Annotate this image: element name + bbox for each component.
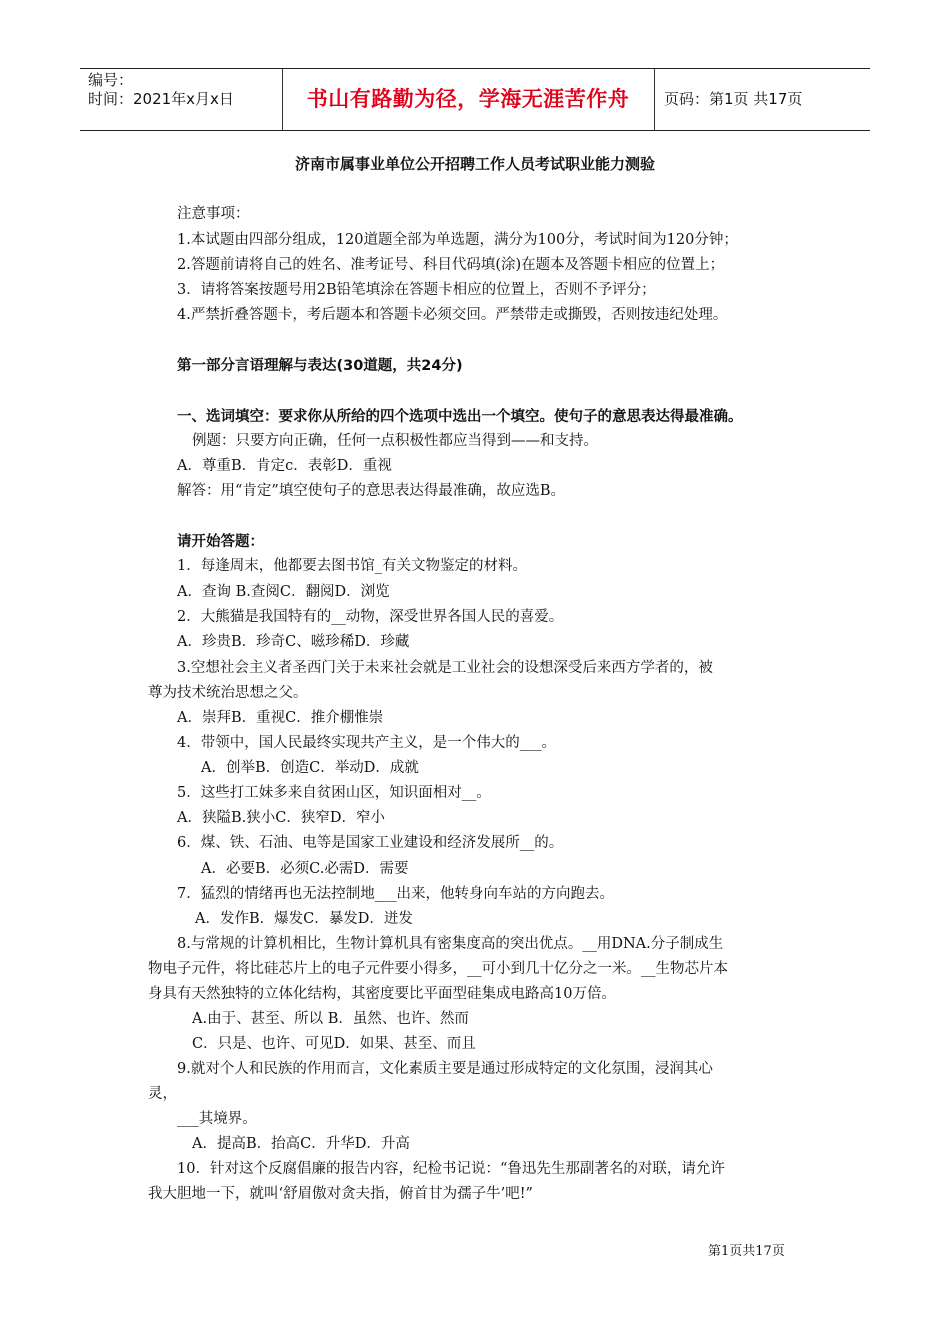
header-page-label: 页码：第1页 共17页 — [664, 90, 803, 108]
question-line: 6．煤、铁、石油、电等是国家工业建设和经济发展所__的。 — [177, 835, 564, 851]
example-question: 例题：只要方向正确，任何一点积极性都应当得到——和支持。 — [192, 433, 598, 449]
question-options: A．发作B．爆发C．暴发D．迸发 — [195, 911, 413, 927]
section1-heading: 一、选词填空：要求你从所给的四个选项中选出一个填空。使句子的意思表达得最准确。 — [177, 409, 743, 425]
question-options: A．提高B．抬高C．升华D．升高 — [192, 1136, 410, 1152]
header-table — [80, 68, 870, 131]
question-line: 10．针对这个反腐倡廉的报告内容，纪检书记说：“鲁迅先生那副著名的对联，请允许 — [177, 1161, 725, 1177]
question-line: 3.空想社会主义者圣西门关于未来社会就是工业社会的设想深受后来西方学者的，被 — [177, 660, 713, 676]
question-line: 4．带领中，国人民最终实现共产主义，是一个伟大的___。 — [177, 735, 556, 751]
question-line: 身具有天然独特的立体化结构，其密度要比平面型硅集成电路高10万倍。 — [148, 986, 616, 1002]
question-line: 灵， — [148, 1086, 177, 1102]
part1-heading: 第一部分言语理解与表达(30道题，共24分) — [177, 358, 463, 374]
question-line: 我大胆地一下，就叫‘舒眉傲对贪夫指，俯首甘为孺子牛’吧!” — [148, 1186, 533, 1202]
question-line: ___其境界。 — [177, 1111, 257, 1127]
note-item: 2.答题前请将自己的姓名、准考证号、科目代码填(涂)在题本及答题卡相应的位置上； — [177, 257, 725, 273]
question-line: 5．这些打工妹多来自贫困山区，知识面相对__。 — [177, 785, 491, 801]
question-options: A．珍贵B．珍奇C、嗞珍稀D．珍藏 — [177, 634, 410, 650]
question-options: A．狭隘B.狭小C．狭窄D．窄小 — [177, 810, 385, 826]
header-motto: 书山有路勤为径，学海无涯苦作舟 — [306, 87, 630, 111]
page-footer: 第1页共17页 — [708, 1244, 785, 1259]
start-heading: 请开始答题： — [177, 534, 264, 550]
question-line: 1．每逢周末，他都要去图书馆_有关文物鉴定的材料。 — [177, 558, 527, 574]
example-answer: 解答：用“肯定”填空使句子的意思表达得最准确，故应选B。 — [177, 483, 565, 499]
example-options: A．尊重B．肯定c．表彰D．重视 — [177, 458, 392, 474]
note-item: 1.本试题由四部分组成，120道题全部为单选题，满分为100分，考试时间为120分钟； — [177, 232, 738, 248]
time-label: 时间：2021年x月x日 — [88, 90, 234, 108]
question-options: A．创举B．创造C．举动D．成就 — [201, 760, 419, 776]
question-line: 尊为技术统治思想之父。 — [148, 685, 308, 701]
header-divider — [654, 69, 655, 130]
question-line: 物电子元件，将比硅芯片上的电子元件要小得多，__可小到几十亿分之一米。__生物芯片本 — [148, 961, 728, 977]
question-line: 2．大熊猫是我国特有的__动物，深受世界各国人民的喜爱。 — [177, 609, 564, 625]
number-label: 编号： — [88, 71, 134, 89]
question-line: 9.就对个人和民族的作用而言，文化素质主要是通过形成特定的文化氛围，浸润其心 — [177, 1061, 713, 1077]
note-item: 4.严禁折叠答题卡，考后题本和答题卡必须交回。严禁带走或撕毁，否则按违纪处理。 — [177, 307, 728, 323]
notes-heading: 注意事项： — [177, 206, 250, 222]
question-line: 7．猛烈的情绪再也无法控制地___出来，他转身向车站的方向跑去。 — [177, 886, 614, 902]
question-options: A.由于、甚至、所以 B．虽然、也许、然而 — [192, 1011, 469, 1027]
question-options: A．必要B．必须C.必需D．需要 — [201, 861, 409, 877]
header-meta — [88, 71, 234, 109]
question-options: A．查询 B.查阅C．翻阅D．浏览 — [177, 584, 390, 600]
note-item: 3．请将答案按题号用2B铅笔填涂在答题卡相应的位置上，否则不予评分； — [177, 282, 656, 298]
document-title: 济南市属事业单位公开招聘工作人员考试职业能力测验 — [294, 155, 655, 173]
question-options: A．崇拜B．重视C．推介棚惟崇 — [177, 710, 384, 726]
question-options: C．只是、也许、可见D．如果、甚至、而且 — [192, 1036, 476, 1052]
question-line: 8.与常规的计算机相比，生物计算机具有密集度高的突出优点。__用DNA.分子制成生 — [177, 936, 724, 952]
